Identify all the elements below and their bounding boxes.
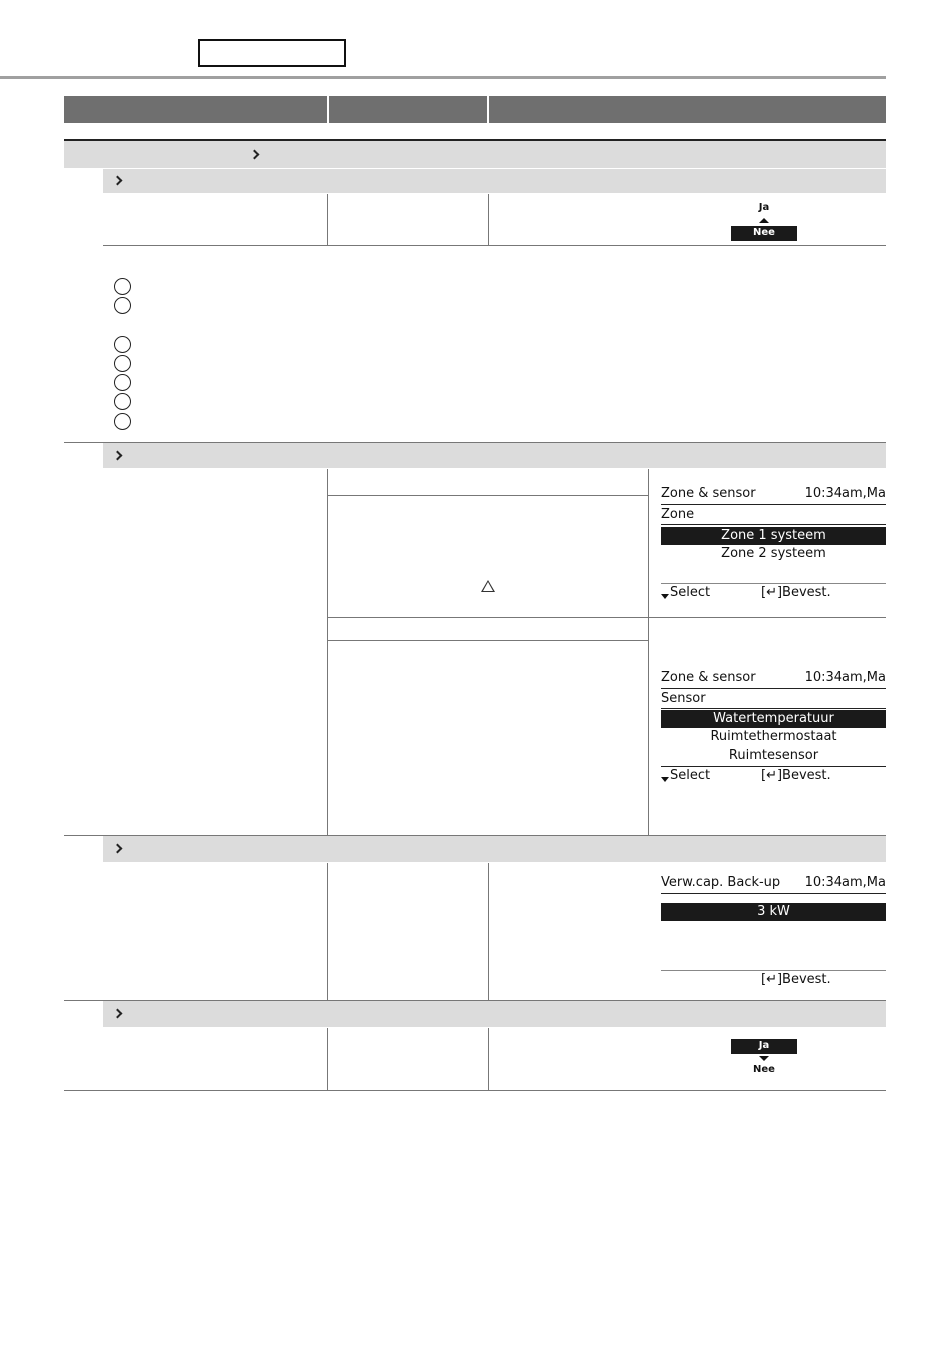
subsection-bar-3 xyxy=(103,836,886,862)
screen-option-selected[interactable]: Zone 1 systeem xyxy=(661,527,886,545)
screen-option-selected[interactable]: Watertemperatuur xyxy=(661,710,886,728)
number-circle-2 xyxy=(114,297,131,314)
option-nee-selected[interactable]: Nee xyxy=(731,226,797,241)
number-circle-5 xyxy=(114,374,131,391)
screen-rule xyxy=(661,893,886,894)
chevron-right-icon xyxy=(113,844,123,854)
chevron-right-icon xyxy=(113,1009,123,1019)
screen-footer-select: Select xyxy=(670,768,711,783)
option-ja[interactable]: Ja xyxy=(758,202,770,213)
screen-rule xyxy=(661,504,886,505)
divider xyxy=(648,469,649,835)
screen-option[interactable]: Ruimtesensor xyxy=(728,748,819,763)
screen-option[interactable]: Ruimtethermostaat xyxy=(710,729,837,744)
warning-triangle-inner xyxy=(483,582,493,591)
table-header-col-1 xyxy=(64,96,327,123)
subsection-bar-1 xyxy=(103,169,886,193)
screen-footer-confirm: [↵]Bevest. xyxy=(761,585,831,600)
screen-time: 10:34am,Ma xyxy=(804,486,886,501)
number-circle-7 xyxy=(114,413,131,430)
screen-rule xyxy=(661,688,886,689)
table-header-col-3 xyxy=(489,96,886,123)
arrow-down-icon xyxy=(661,777,669,782)
screen-subtitle: Zone xyxy=(661,507,695,522)
divider xyxy=(327,194,328,245)
subsection-bar-2 xyxy=(103,443,886,468)
yes-no-selector-1[interactable] xyxy=(731,202,797,242)
screen-title: Zone & sensor xyxy=(661,486,756,501)
number-circle-6 xyxy=(114,393,131,410)
table-header-col-2 xyxy=(329,96,487,123)
screen-footer-confirm: [↵]Bevest. xyxy=(761,972,831,987)
screen-rule xyxy=(661,583,886,584)
divider xyxy=(488,863,489,1000)
chevron-right-icon xyxy=(113,451,123,461)
screen-footer-select: Select xyxy=(670,585,711,600)
chevron-right-icon xyxy=(113,176,123,186)
screen-backup xyxy=(661,873,886,993)
divider xyxy=(327,495,648,496)
header-label-box xyxy=(198,39,346,67)
screen-subtitle: Sensor xyxy=(661,691,706,706)
divider xyxy=(327,640,648,641)
option-nee[interactable]: Nee xyxy=(753,1064,775,1075)
header-rule xyxy=(0,76,886,79)
screen-rule xyxy=(661,766,886,767)
screen-rule xyxy=(661,524,886,525)
number-circle-1 xyxy=(114,278,131,295)
screen-rule xyxy=(661,708,886,709)
yes-no-selector-2[interactable] xyxy=(731,1039,797,1079)
screen-title: Verw.cap. Back-up xyxy=(661,875,781,890)
divider xyxy=(327,469,328,835)
screen-value-selected[interactable]: 3 kW xyxy=(661,903,886,921)
subsection-bar-4 xyxy=(103,1001,886,1027)
divider xyxy=(103,245,886,246)
number-circle-4 xyxy=(114,355,131,372)
divider xyxy=(488,194,489,245)
screen-title: Zone & sensor xyxy=(661,670,756,685)
screen-option[interactable]: Zone 2 systeem xyxy=(721,546,826,561)
screen-zone xyxy=(661,484,886,604)
screen-sensor xyxy=(661,668,886,788)
divider xyxy=(327,1028,328,1090)
table-bottom-rule xyxy=(64,1090,886,1091)
screen-time: 10:34am,Ma xyxy=(804,875,886,890)
option-ja-selected[interactable]: Ja xyxy=(731,1039,797,1054)
arrow-down-icon xyxy=(759,1056,769,1061)
divider xyxy=(488,1028,489,1090)
arrow-up-icon xyxy=(759,218,769,223)
number-circle-3 xyxy=(114,336,131,353)
screen-time: 10:34am,Ma xyxy=(804,670,886,685)
screen-footer-confirm: [↵]Bevest. xyxy=(761,768,831,783)
divider xyxy=(327,863,328,1000)
screen-rule xyxy=(661,970,886,971)
chevron-right-icon xyxy=(250,150,260,160)
section-bar xyxy=(64,141,886,168)
divider xyxy=(327,617,886,618)
arrow-down-icon xyxy=(661,594,669,599)
